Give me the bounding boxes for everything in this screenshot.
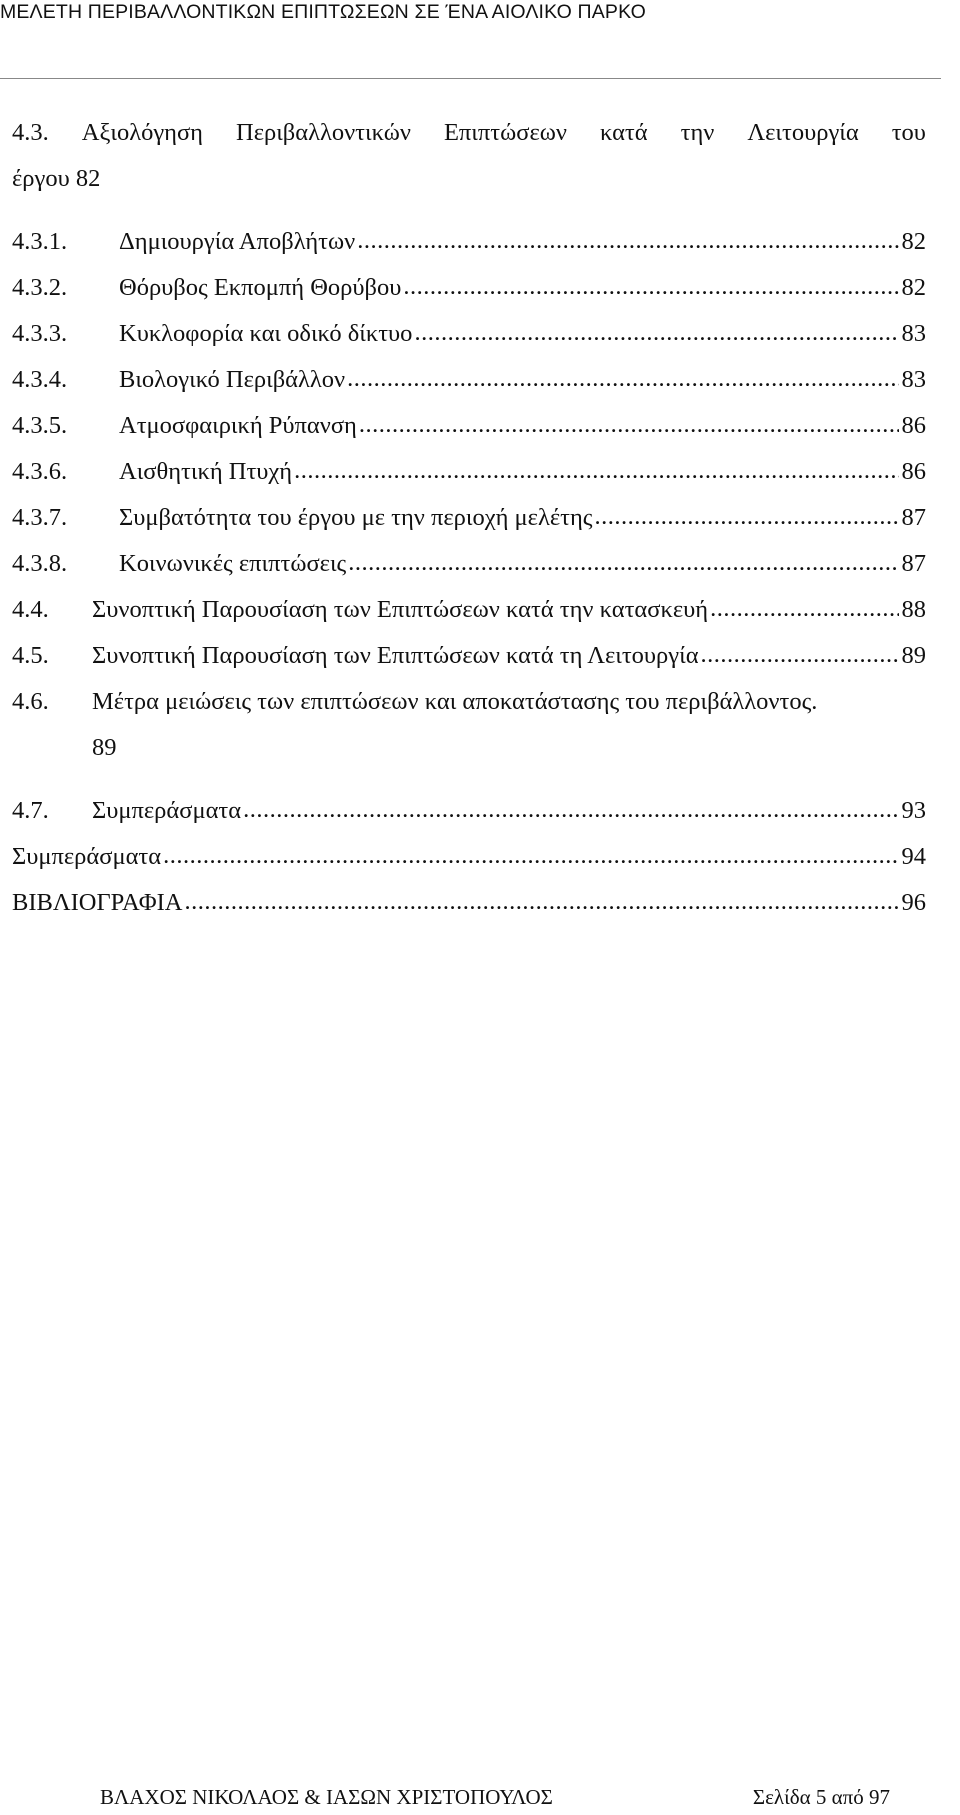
- toc-entry-4-3-3[interactable]: [12, 311, 926, 357]
- dot-leader: [594, 494, 898, 540]
- toc-entry-4-3-1[interactable]: [12, 219, 926, 265]
- toc-entry-4-3-2[interactable]: [12, 265, 926, 311]
- toc-entry-4-3-4[interactable]: [12, 357, 926, 403]
- toc-entry-title: Βιολογικό Περιβάλλον: [119, 366, 346, 393]
- dot-leader: [163, 833, 898, 879]
- toc-entry-bibliography[interactable]: [12, 880, 926, 926]
- toc-entry-page: 82: [901, 228, 926, 255]
- toc-entry-number: 4.3.1.: [12, 228, 68, 255]
- toc-entry-title: Συμπεράσματα: [12, 843, 162, 870]
- toc-entry-number: 4.3.2.: [12, 274, 68, 301]
- toc-entry-4-6-line2[interactable]: 89: [92, 734, 117, 761]
- toc-entry-number: 4.3.: [12, 119, 49, 146]
- toc-word: Λειτουργία: [747, 119, 859, 146]
- toc-entry-4-5[interactable]: [12, 633, 926, 679]
- toc-entry-number: 4.7.: [12, 797, 49, 824]
- toc-entry-title: Συνοπτική Παρουσίαση των Επιπτώσεων κατά τη Λειτουργία: [92, 642, 699, 669]
- toc-entry-page: 86: [901, 412, 926, 439]
- toc-entry-conclusions[interactable]: [12, 834, 926, 880]
- toc-word: Περιβαλλοντικών: [236, 119, 411, 146]
- toc-entry-number: 4.3.6.: [12, 458, 68, 485]
- toc-entry-title: Κοινωνικές επιπτώσεις: [119, 550, 347, 577]
- toc-entry-title: Δημιουργία Αποβλήτων: [119, 228, 356, 255]
- toc-word: Αξιολόγηση: [81, 119, 203, 146]
- toc-entry-title: Θόρυβος Εκπομπή Θορύβου: [119, 274, 402, 301]
- toc-word: κατά: [599, 119, 648, 146]
- toc-entry-page: 88: [901, 596, 926, 623]
- toc-word: Επιπτώσεων: [443, 119, 567, 146]
- toc-entry-page: 93: [901, 797, 926, 824]
- dot-leader: [184, 879, 898, 925]
- toc-entry-title: Συνοπτική Παρουσίαση των Επιπτώσεων κατά την κατασκευή: [92, 596, 709, 623]
- toc-entry-4-3-6[interactable]: [12, 449, 926, 495]
- toc-entry-number: 4.3.7.: [12, 504, 68, 531]
- toc-entry-number: 4.3.8.: [12, 550, 68, 577]
- toc-entry-page: 83: [901, 366, 926, 393]
- dot-leader: [347, 356, 898, 402]
- toc-entry-number: 4.6.: [12, 688, 49, 715]
- running-header: ΜΕΛΕΤΗ ΠΕΡΙΒΑΛΛΟΝΤΙΚΩΝ ΕΠΙΠΤΩΣΕΩΝ ΣΕ ΈΝΑ ΑΙΟΛΙΚΟ ΠΑΡΚΟ: [0, 1, 646, 23]
- toc-entry-title: Αισθητική Πτυχή: [119, 458, 293, 485]
- page-footer: [100, 1782, 890, 1812]
- header-divider: [0, 78, 941, 79]
- dot-leader: [348, 540, 898, 586]
- toc-entry-page: 96: [901, 889, 926, 916]
- toc-word: του: [891, 119, 926, 146]
- footer-authors: ΒΛΑΧΟΣ ΝΙΚΟΛΑΟΣ & ΙΑΣΩΝ ΧΡΙΣΤΟΠΟΥΛΟΣ: [100, 1785, 553, 1809]
- toc-entry-number: 4.3.3.: [12, 320, 68, 347]
- toc-entry-title: Ατμοσφαιρική Ρύπανση: [119, 412, 357, 439]
- toc-word: την: [680, 119, 715, 146]
- dot-leader: [357, 218, 898, 264]
- footer-page-number: Σελίδα 5 από 97: [752, 1785, 890, 1809]
- toc-entry-4-4[interactable]: [12, 587, 926, 633]
- toc-entry-page: 87: [901, 550, 926, 577]
- toc-entry-title: Συμβατότητα του έργου με την περιοχή μελέτης: [119, 504, 593, 531]
- toc-entry-4-3-line1[interactable]: [12, 110, 926, 156]
- toc-entry-4-3-5[interactable]: [12, 403, 926, 449]
- dot-leader: [243, 787, 898, 833]
- toc-entry-page: 83: [901, 320, 926, 347]
- toc-entry-4-3-words: [12, 110, 926, 156]
- toc-entry-number: 4.3.5.: [12, 412, 68, 439]
- toc-entry-4-3-7[interactable]: [12, 495, 926, 541]
- toc-entry-number: 4.3.4.: [12, 366, 68, 393]
- toc-entry-4-3-line2[interactable]: έργου 82: [12, 165, 101, 192]
- toc-entry-number: 4.5.: [12, 642, 49, 669]
- dot-leader: [403, 264, 898, 310]
- toc-entry-page: 89: [901, 642, 926, 669]
- dot-leader: [710, 586, 898, 632]
- toc-entry-title: ΒΙΒΛΙΟΓΡΑΦΙΑ: [12, 889, 183, 916]
- dot-leader: [414, 310, 898, 356]
- toc-entry-4-6-line1[interactable]: [12, 679, 926, 725]
- toc-entry-page: 82: [901, 274, 926, 301]
- toc-entry-page: 94: [901, 843, 926, 870]
- toc-entry-title: Κυκλοφορία και οδικό δίκτυο: [119, 320, 413, 347]
- dot-leader: [701, 632, 899, 678]
- toc-entry-title: Συμπεράσματα: [92, 797, 242, 824]
- dot-leader: [294, 448, 898, 494]
- dot-leader: [359, 402, 899, 448]
- toc-entry-page: 86: [901, 458, 926, 485]
- toc-entry-number: 4.4.: [12, 596, 49, 623]
- toc-entry-page: 87: [901, 504, 926, 531]
- toc-entry-4-3-8[interactable]: [12, 541, 926, 587]
- toc-entry-4-7[interactable]: [12, 788, 926, 834]
- toc-entry-title: Μέτρα μειώσεις των επιπτώσεων και αποκατάστασης του περιβάλλοντος.: [92, 688, 818, 715]
